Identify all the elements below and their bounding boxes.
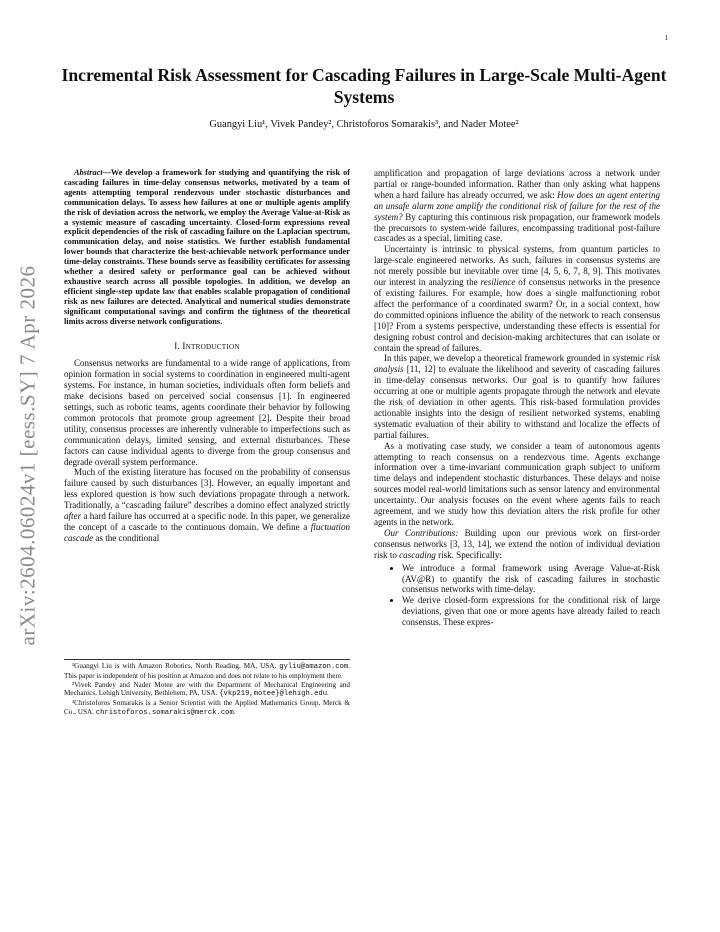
intro-paragraph-5: As a motivating case study, we consider a team of autonomous agents attempting to reach consensus on a rendezvous time. Agents exchange information over a time-invariant communication graph subject to uniform time delays and independent stochastic disturbances. These delays and noise sources model real-world limitations such as sensor latency and environmental uncertainty. Our analysis focuses on the event where agents fails to reach agreement, and we study how this deviation alters the risk profile for other agents in the network. (374, 440, 660, 527)
footnote-1 (64, 662, 350, 681)
contributions-paragraph (374, 528, 660, 561)
section-heading-introduction (64, 341, 350, 353)
right-column (374, 168, 660, 628)
right-p3-text-b: [11, 12] to evaluate the likelihood and severity of cascading failures in time-delay consensus networks. Our goal is to quantify how failures occurring at one or multiple agents propagate through the network and elevate the risk of deviation in other agents. This risk-based formulation provides actionable insights into the design of resilient networked systems, enabling systematic evaluation of their ability to withstand and localize the effects of partial failures. (374, 364, 660, 440)
footnote-1-text-b: . This paper is independent of his position at Amazon and does not relate to his employment there. (64, 662, 350, 680)
footnote-2 (64, 681, 350, 700)
intro-paragraph-1: Consensus networks are fundamental to a wide range of applications, from opinion formation in social systems to coordination in engineered multi-agent systems. For instance, in human societies, individuals often form beliefs and make decisions based on perceived social consensus [1]. In engineered settings, such as robotic teams, agents coordinate their behavior by following common protocols that promote group agreement [2]. Despite their broad utility, consensus processes are inherently vulnerable to imperfections such as communication delays, limited sensing, and external disturbances. These factors can cause individual agents to diverge from the group consensus and degrade overall system performance. (64, 358, 350, 467)
section-title-initial: I (182, 340, 186, 351)
footnote-2-text: ²Vivek Pandey and Nader Motee are with the Department of Mechanical Engineering and Mechanics, Lehigh University, Bethlehem, PA, USA. (64, 680, 350, 698)
intro-p2-emph-fluctuation-cascade: fluctuation cascade (64, 522, 350, 543)
abstract-text: —We develop a framework for studying and quantifying the risk of cascading failures in time-delay consensus networks, motivated by a team of agents attempting temporal rendezvous under stochastic disturbances and communication delays. To assess how failures at one or multiple agents amplify the risk of deviation across the network, we employ the Average Value-at-Risk as a systemic measure of cascading uncertainty. Closed-form expressions reveal explicit dependencies of the risk of cascading failure on the Laplacian spectrum, communication delay, and noise statistics. We further establish fundamental lower bounds that characterize the best-achievable network performance under time-delay constraints. These bounds serve as feasibility certificates for assessing whether a desired safety or performance goal can be achieved without exhaustive search across all possible topologies. In addition, we develop an efficient single-step update law that enables scalable propagation of conditional risk as new failures are detected. Analytical and numerical studies demonstrate significant computational savings and confirm the tightness of the theoretical limits across diverse network configurations. (64, 168, 350, 326)
section-numeral: I. (174, 340, 180, 351)
right-p1-text-a: amplification and propagation of large deviations across a network under partial or range-bounded information. Rather than only asking what happens when a hard failure has already occurred, we ask: (374, 168, 660, 200)
page-number: 1 (664, 34, 668, 42)
right-p3-text-a: In this paper, we develop a theoretical framework grounded in systemic (384, 353, 647, 364)
footnote-2-text-b: . (327, 689, 329, 698)
contributions-text-b: risk. Specifically: (435, 549, 502, 560)
right-p2-emph-resilience: resilience (480, 277, 516, 288)
intro-p2-emph-after: after (64, 511, 82, 522)
paper-title: Incremental Risk Assessment for Cascading Failures in Large-Scale Multi-Agent Systems (61, 65, 667, 107)
footnote-1-text: ¹Guangyi Liu is with Amazon Robotics, North Reading, MA, USA. (72, 662, 277, 670)
contribution-item-2: • We derive closed-form expressions for the conditional risk of large deviations, given that one or more agents have already failed to reach consensus. These expres- (402, 595, 660, 628)
right-p3-emph-risk-analysis: risk analysis (374, 353, 660, 375)
intro-paragraph-3 (374, 244, 660, 353)
footnotes (64, 659, 350, 718)
contributions-emph-cascading: cascading (399, 549, 436, 560)
footnote-3 (64, 699, 350, 718)
abstract-lead: Abstract (74, 168, 103, 177)
right-p2-text-b: of consensus networks in the presence of existing failures. For example, how does a single malfunctioning robot affect the performance of a coordinated swarm? Or, in a social context, how do committed opinions influence the ability of the network to reach consensus [10]? From a systems perspective, understanding these effects is essential for designing robust control and decision-making architectures that can isolate or contain the spread of failures. (374, 277, 660, 353)
footnote-3-text-b: . (233, 707, 236, 716)
contributions-text-a: Building upon our previous work on first-order consensus networks [3, 13, 14], we extend the notion of individual deviation risk to (374, 527, 660, 560)
author-list: Guangyi Liu¹, Vivek Pandey², Christoforos Somarakis³, and Nader Motee² (209, 119, 519, 130)
arxiv-identifier: arXiv:2604.06024v1 [eess.SY] 7 Apr 2026 (15, 265, 40, 646)
intro-paragraph-2 (64, 467, 350, 543)
contribution-item-1: • We introduce a formal framework using Average Value-at-Risk (AV@R) to quantify the risk of cascading failures in stochastic consensus networks with time-delay. (402, 563, 660, 596)
arxiv-stamp (8, 258, 48, 653)
right-p1-text-b: By capturing this continuous risk propagation, our framework models the precursors to system-wide failures, encompassing traditional post-failure cascades as a special, limiting case. (374, 211, 660, 244)
footnote-2-email: {vkp219,motee}@lehigh.edu (219, 690, 328, 699)
intro-paragraph-4 (374, 353, 660, 440)
intro-p2-text-a: Much of the existing literature has focused on the probability of consensus failure caused by such disturbances [3]. However, an equally important and less explored question is how such deviations propagate through a network. Traditionally, a “cascading failure” describes a domino effect analyzed strictly (64, 467, 350, 511)
left-column (64, 168, 350, 544)
abstract (64, 168, 350, 327)
footnote-3-email: christoforos.somarakis@merck.com (95, 708, 234, 717)
section-title-rest: NTRODUCTION (185, 342, 240, 351)
intro-paragraph-2-continued (374, 168, 660, 244)
footnote-1-email: gyliu@amazon.com (279, 663, 349, 671)
right-p1-question: How does an agent entering an unsafe alarm zone amplify the conditional risk of failure for the rest of the system? (374, 189, 660, 222)
intro-p2-text-b: a hard failure has occurred at a specific node. In this paper, we generalize the concept of a cascade to the continuous domain. We define a (64, 511, 350, 532)
right-p2-text-a: Uncertainty is intrinsic to physical systems, from quantum particles to large-scale engineered networks. As such, failures in consensus systems are not merely possible but inevitable over time [4, 5, 6, 7, 8, 9]. This motivates our interest in analyzing the (374, 244, 660, 288)
contributions-lead: Our Contributions: (384, 527, 459, 538)
intro-p2-text-c: as the conditional (93, 532, 160, 543)
contributions-list (374, 563, 660, 628)
footnote-3-text: ³Christoforos Somarakis is a Senior Scientist with the Applied Mathematics Group, Merck & Co., USA. (64, 699, 350, 716)
